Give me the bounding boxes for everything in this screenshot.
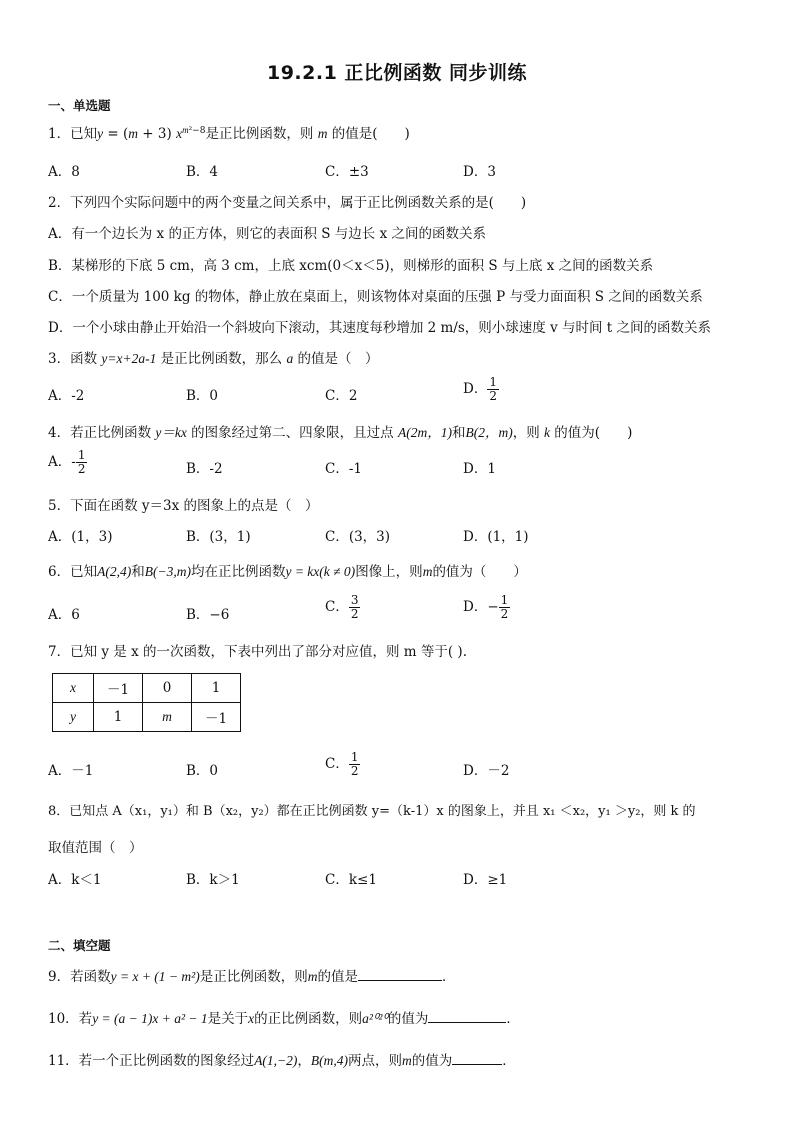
- table-cell: 1: [192, 674, 241, 703]
- question-6-stem: 6．已知A(2,4)和B(−3,m)均在正比例函数y = kx(k ≠ 0)图像上，则m的值为（ ）: [48, 564, 527, 580]
- page-title: 19.2.1 正比例函数 同步训练: [266, 62, 528, 84]
- q6-option-c[interactable]: C． $\frac{3}{2}$: [325, 593, 359, 621]
- question-4-stem: 4．若正比例函数 y＝kx 的图象经过第二、四象限，且过点 A(2m，1)和B(2，m)，则 k 的值为( ): [48, 425, 633, 441]
- q3-option-d[interactable]: D． $\frac{1}{2}$: [463, 375, 497, 403]
- q1-formula: y: [97, 126, 104, 141]
- q5-option-c[interactable]: C．(3，3): [325, 529, 391, 545]
- q3-option-c[interactable]: C．2: [325, 388, 358, 404]
- q3-option-a[interactable]: A．-2: [48, 388, 85, 404]
- q2-option-c[interactable]: C．一个质量为 100 kg 的物体，静止放在桌面上，则该物体对桌面的压强 P 与受力面面积 S 之间的函数关系: [48, 289, 703, 305]
- table-cell: x: [53, 674, 94, 703]
- q8-option-b[interactable]: B．k＞1: [186, 872, 240, 888]
- section-heading-fill-in: 二、填空题: [48, 938, 111, 953]
- q7-value-table: [52, 673, 241, 732]
- q3-option-b[interactable]: B．0: [186, 388, 219, 404]
- q4-option-b[interactable]: B．-2: [186, 461, 223, 477]
- q7-option-b[interactable]: B．0: [186, 763, 219, 779]
- question-7-stem: 7．已知 y 是 x 的一次函数，下表中列出了部分对应值，则 m 等于( ).: [48, 644, 467, 660]
- question-8-stem-line1: 8．已知点 A（x₁，y₁）和 B（x₂，y₂）都在正比例函数 y=（k-1）x 的图象上，并且 x₁ ＜x₂，y₁ ＞y₂，则 k 的: [48, 804, 696, 819]
- question-9-stem: 9．若函数y = x + (1 − m²)是正比例函数，则m的值是 ．: [48, 965, 455, 985]
- q6-option-d[interactable]: D．− $\frac{1}{2}$: [463, 593, 509, 621]
- q1-option-d[interactable]: D．3: [463, 164, 496, 180]
- answer-blank[interactable]: [428, 1008, 506, 1023]
- q2-option-b[interactable]: B．某梯形的下底 5 cm，高 3 cm，上底 xcm(0＜x＜5)，则梯形的面积 S 与上底 x 之间的函数关系: [48, 258, 654, 274]
- section-heading-single-choice: 一、单选题: [48, 98, 111, 113]
- question-8-stem-line2: 取值范围（ ）: [48, 840, 143, 856]
- q1-option-a[interactable]: A．8: [48, 164, 80, 180]
- q1-option-c[interactable]: C．±3: [325, 164, 369, 180]
- question-1-stem: 1．已知y = (m + 3) $x^{m^2-8}$是正比例函数，则 m 的值是( ): [48, 124, 410, 142]
- fraction: $\frac{1}{2}$: [77, 448, 86, 476]
- table-cell: 1: [94, 703, 143, 732]
- q7-option-a[interactable]: A．－1: [48, 763, 94, 779]
- answer-blank[interactable]: [452, 1050, 502, 1065]
- table-row: [53, 703, 241, 732]
- question-10-stem: 10．若y = (a − 1)x + a² − 1是关于x的正比例函数，则a²⁰²⁰的值为 ．: [48, 1007, 520, 1027]
- q7-option-d[interactable]: D．－2: [463, 763, 510, 779]
- q2-option-a[interactable]: A．有一个边长为 x 的正方体，则它的表面积 S 与边长 x 之间的函数关系: [48, 226, 486, 242]
- fraction: $\frac{1}{2}$: [489, 375, 497, 403]
- fraction: $\frac{1}{2}$: [350, 750, 359, 778]
- q1-option-b[interactable]: B．4: [186, 164, 219, 180]
- q5-option-d[interactable]: D．(1，1): [463, 529, 529, 545]
- q6-option-a[interactable]: A．6: [48, 607, 80, 623]
- q4-option-d[interactable]: D．1: [463, 461, 496, 477]
- q5-option-a[interactable]: A．(1，3): [48, 529, 113, 545]
- q2-option-d[interactable]: D．一个小球由静止开始沿一个斜坡向下滚动，其速度每秒增加 2 m/s，则小球速度 v 与时间 t 之间的函数关系: [48, 320, 711, 336]
- fraction: $\frac{1}{2}$: [500, 593, 509, 621]
- table-cell: 0: [143, 674, 192, 703]
- q6-option-b[interactable]: B．−6: [186, 607, 230, 623]
- table-cell: m: [143, 703, 192, 732]
- question-3-stem: 3．函数 y=x+2a-1 是正比例函数，那么 a 的值是（ ）: [48, 351, 379, 367]
- q4-option-a[interactable]: A．- $\frac{1}{2}$: [48, 448, 86, 476]
- q8-option-d[interactable]: D．≥1: [463, 872, 508, 888]
- table-cell: －1: [192, 703, 241, 732]
- q5-option-b[interactable]: B．(3，1): [186, 529, 251, 545]
- table-row: [53, 674, 241, 703]
- question-11-stem: 11．若一个正比例函数的图象经过A(1,−2)，B(m,4)两点，则m的值为 ．: [48, 1049, 516, 1069]
- table-cell: －1: [94, 674, 143, 703]
- q4-option-c[interactable]: C．-1: [325, 461, 362, 477]
- question-5-stem: 5．下面在函数 y＝3x 的图象上的点是（ ）: [48, 498, 319, 514]
- q8-option-a[interactable]: A．k＜1: [48, 872, 102, 888]
- question-2-stem: 2．下列四个实际问题中的两个变量之间关系中，属于正比例函数关系的是( ): [48, 195, 527, 211]
- fraction: $\frac{3}{2}$: [350, 593, 359, 621]
- answer-blank[interactable]: [358, 966, 442, 981]
- q7-option-c[interactable]: C． $\frac{1}{2}$: [325, 750, 359, 778]
- q8-option-c[interactable]: C．k≤1: [325, 872, 377, 888]
- table-cell: y: [53, 703, 94, 732]
